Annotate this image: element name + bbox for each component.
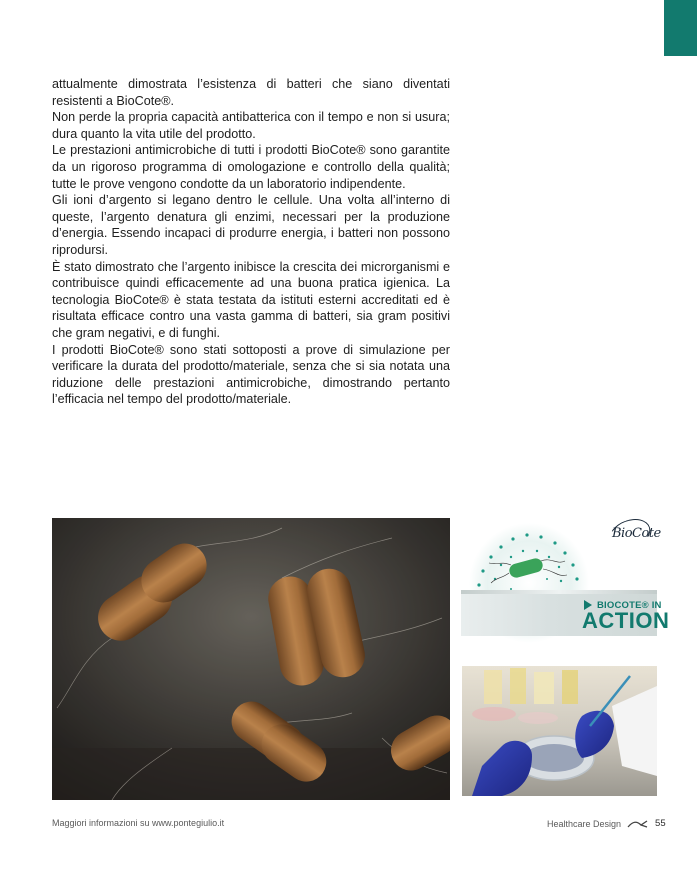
paragraph: attualmente dimostrata l’esistenza di batteri che siano diventati resistenti a BioCote®. (52, 77, 450, 108)
paragraph: Le prestazioni antimicrobiche di tutti i prodotti BioCote® sono garantite da un rigoroso programma di omologazione e controllo della qualità; tutte le prove vengono condotte da un laboratorio indipendente. (52, 143, 450, 191)
footer-section (547, 818, 666, 829)
corner-color-tab (664, 0, 697, 56)
badge-small-label: BIOCOTE® IN (597, 600, 662, 611)
article-body (52, 76, 450, 408)
page-number: 55 (655, 818, 666, 829)
bacteria-photo (52, 518, 450, 800)
paragraph: Gli ioni d’argento si legano dentro le cellule. Una volta all’interno di queste, l’argento denatura gli enzimi, necessari per la produzione d’energia. Essendo incapaci di produrre energia, i batteri non possono riprodursi. (52, 193, 450, 257)
paragraph: Non perde la propria capacità antibatterica con il tempo e non si usura; dura quanto la vita utile del prodotto. (52, 110, 450, 141)
paragraph: È stato dimostrato che l’argento inibisce la crescita dei microrganismi e contribuisce quindi efficacemente ad una buona pratica igienica. La tecnologia BioCote® è stata testata da istituti esterni accreditati ed è risultata efficace contro una vasta gamma di batteri, sia gram positivi che gram negativi, e di funghi. (52, 259, 450, 340)
biocote-logo: BioCote (612, 526, 661, 541)
badge-big-label: ACTION (582, 608, 670, 633)
lab-photo (462, 666, 657, 796)
paragraph: I prodotti BioCote® sono stati sottoposti a prove di simulazione per verificare la durata del prodotto/materiale, senza che si sia notata una riduzione delle prestazioni antimicrobiche, dimostrando pertanto l’efficacia nel tempo del prodotto/materiale. (52, 342, 450, 407)
swoosh-icon (627, 819, 649, 829)
strip-gloss (461, 590, 657, 594)
footer-website-note: Maggiori informazioni su www.pontegiulio.it (52, 818, 225, 828)
section-title: Healthcare Design (547, 818, 622, 829)
